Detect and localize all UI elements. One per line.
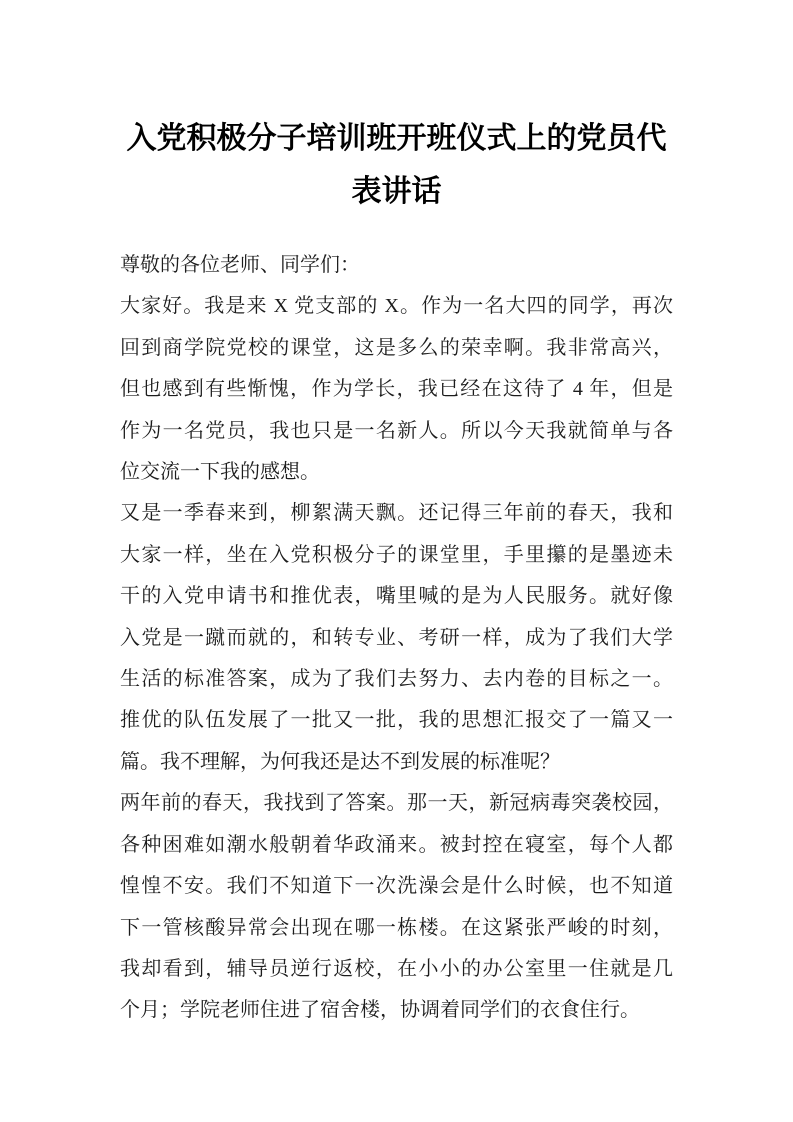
text-line: 干的入党申请书和推优表，嘴里喊的是为人民服务。就好像 (120, 585, 673, 608)
text-line: 尊敬的各位老师、同学们： (120, 254, 360, 276)
text-line: 推优的队伍发展了一批又一批，我的思想汇报交了一篇又一 (120, 709, 673, 732)
paragraph (120, 493, 673, 783)
text-line: 入党是一蹴而就的，和转专业、考研一样，成为了我们大学 (120, 626, 673, 649)
text-line: 生活的标准答案，成为了我们去努力、去内卷的目标之一。 (120, 668, 673, 691)
text-line: 大家好。我是来 X 党支部的 X。作为一名大四的同学，再次 (120, 295, 673, 318)
text-line: 但也感到有些惭愧，作为学长，我已经在这待了 4 年，但是 (120, 378, 673, 401)
document-title: 入党积极分子培训班开班仪式上的党员代表讲话 (126, 122, 667, 208)
document-body (120, 245, 673, 1032)
text-line: 位交流一下我的感想。 (120, 461, 320, 484)
paragraph (120, 783, 673, 1031)
paragraph (120, 245, 673, 286)
text-line: 下一管核酸异常会出现在哪一栋楼。在这紧张严峻的时刻， (120, 916, 673, 939)
text-line: 两年前的春天，我找到了答案。那一天，新冠病毒突袭校园， (120, 792, 673, 815)
paragraph (120, 286, 673, 493)
text-line: 回到商学院党校的课堂，这是多么的荣幸啊。我非常高兴， (120, 336, 673, 359)
text-line: 我却看到，辅导员逆行返校，在小小的办公室里一住就是几 (120, 957, 673, 980)
text-line: 作为一名党员，我也只是一名新人。所以今天我就简单与各 (120, 419, 673, 442)
text-line: 个月；学院老师住进了宿舍楼，协调着同学们的衣食住行。 (120, 999, 640, 1022)
text-line: 篇。我不理解，为何我还是达不到发展的标准呢？ (120, 750, 560, 773)
text-line: 又是一季春来到，柳絮满天飘。还记得三年前的春天，我和 (120, 502, 673, 525)
text-line: 各种困难如潮水般朝着华政涌来。被封控在寝室，每个人都 (120, 833, 673, 856)
text-line: 大家一样，坐在入党积极分子的课堂里，手里攥的是墨迹未 (120, 543, 673, 566)
text-line: 惶惶不安。我们不知道下一次洗澡会是什么时候，也不知道 (120, 875, 673, 898)
